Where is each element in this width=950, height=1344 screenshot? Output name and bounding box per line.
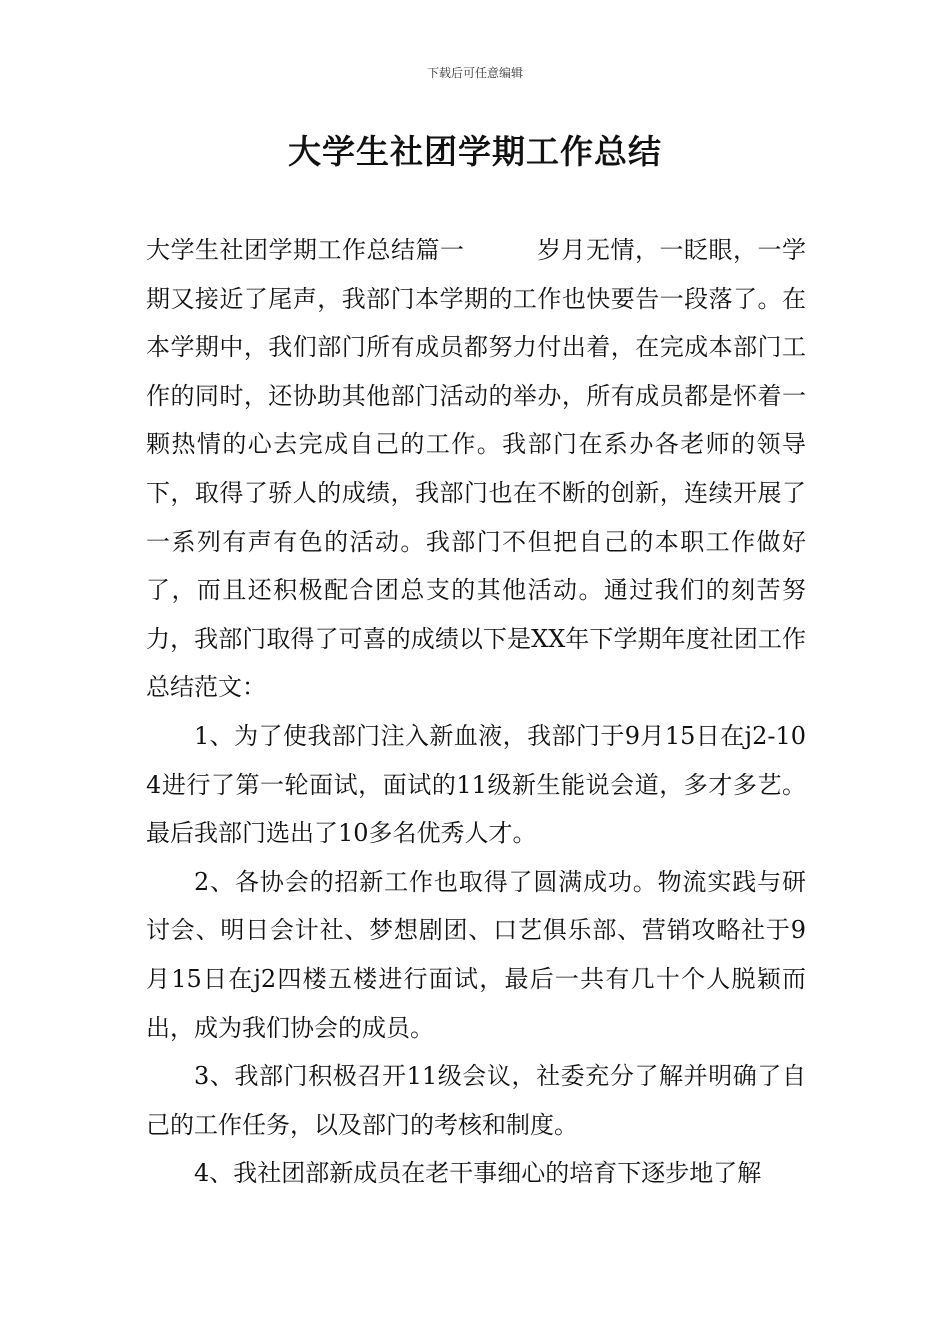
intro-text: 岁月无情，一眨眼，一学期又接近了尾声，我部门本学期的工作也快要告一段落了。在本学期中，我们部门所有成员都努力付出着，在完成本部门工作的同时，还协助其他部门活动的举办，所有成员都是怀着一颗热情的心去完成自己的工作。我部门在系办各老师的领导下，取得了骄人的成绩，我部门也在不断的创新，连续开展了一系列有声有色的活动。我部门不但把自己的本职工作做好了，而且还积极配合团总支的其他活动。通过我们的刻苦努力，我部门取得了可喜的成绩以下是XX年下学期年度社团工作总结范文： bbox=[146, 236, 806, 702]
paragraph-item-4: 4、我社团部新成员在老干事细心的培育下逐步地了解 bbox=[194, 1159, 762, 1188]
page-header-note: 下载后可任意编辑 bbox=[426, 66, 523, 80]
intro-paragraph bbox=[146, 226, 806, 712]
paragraph-item-3: 3、我部门积极召开11级会议，社委充分了解并明确了自己的工作任务，以及部门的考核和制度。 bbox=[146, 1062, 806, 1139]
intro-heading: 大学生社团学期工作总结篇一 bbox=[146, 236, 465, 264]
document-title: 大学生社团学期工作总结 bbox=[288, 132, 662, 171]
document-body bbox=[146, 226, 806, 1198]
paragraph-item-1: 1、为了使我部门注入新血液，我部门于9月15日在j2-104进行了第一轮面试，面试的11级新生能说会道，多才多艺。最后我部门选出了10多名优秀人才。 bbox=[146, 721, 806, 848]
paragraph-item-2: 2、各协会的招新工作也取得了圆满成功。物流实践与研讨会、明日会计社、梦想剧团、口艺俱乐部、营销攻略社于9月15日在j2四楼五楼进行面试，最后一共有几十个人脱颖而出，成为我们协会的成员。 bbox=[146, 867, 806, 1042]
